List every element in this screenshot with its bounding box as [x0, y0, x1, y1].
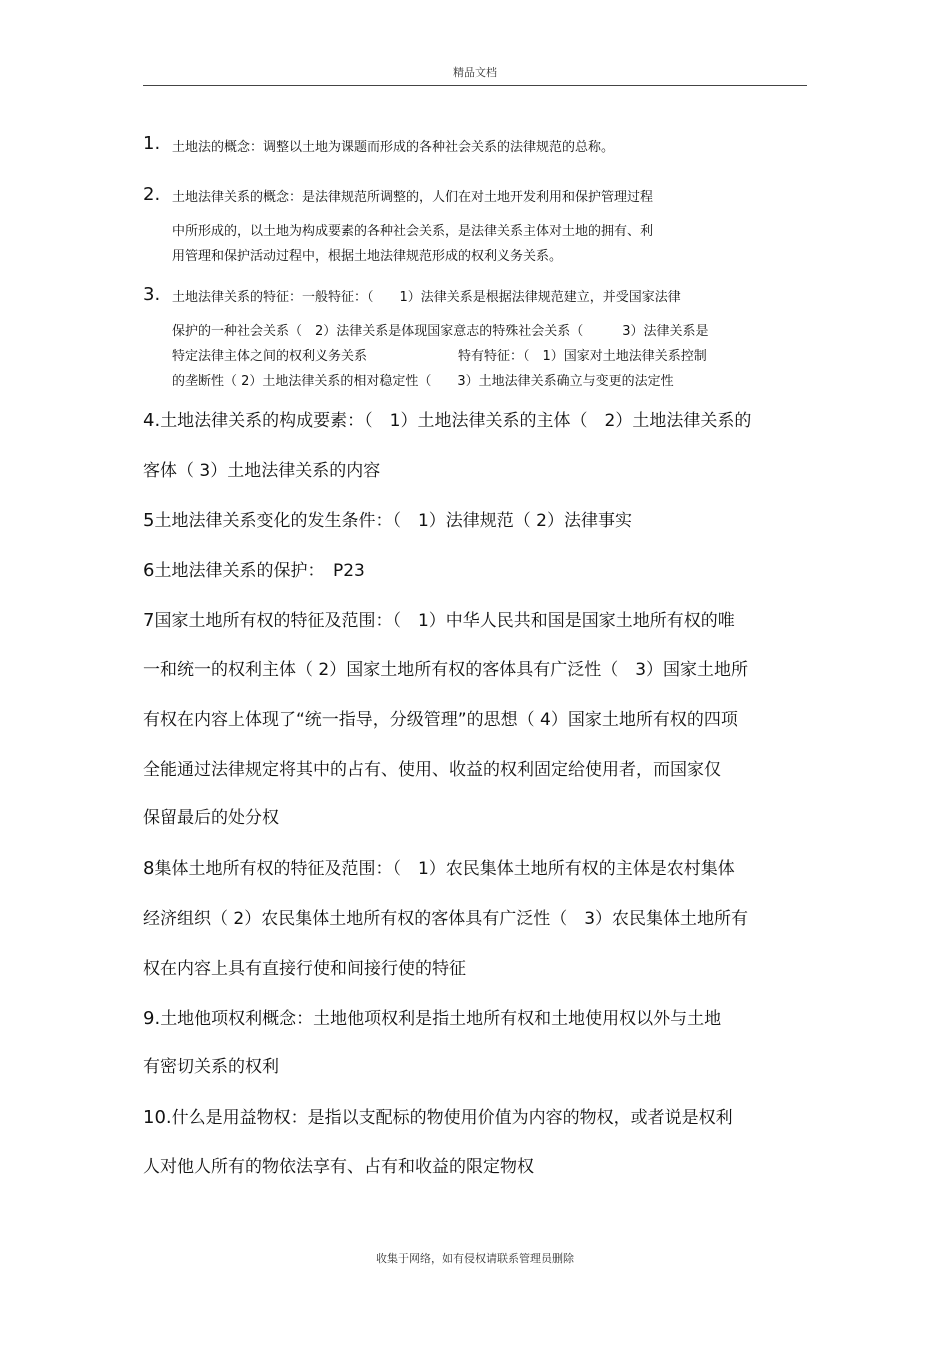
item-10-line-1 [143, 1103, 733, 1128]
item-3-line-1: 土地法律关系的特征：一般特征：（ 1）法律关系是根据法律规范建立，并受国家法律 [172, 290, 681, 305]
item-5-number: 5 [143, 510, 155, 531]
item-7-line-4: 全能通过法律规定将其中的占有、使用、收益的权利固定给使用者，而国家仅 [143, 760, 721, 780]
item-9-text: 土地他项权利概念：土地他项权利是指土地所有权和土地使用权以外与土地 [160, 1009, 722, 1029]
item-8-text: 集体土地所有权的特征及范围：（ 1）农民集体土地所有权的主体是农村集体 [154, 859, 735, 879]
item-10-number: 10. [143, 1107, 172, 1128]
item-2-line-3: 用管理和保护活动过程中，根据土地法律规范形成的权利义务关系。 [172, 249, 563, 264]
item-9-line-2: 有密切关系的权利 [143, 1057, 279, 1077]
item-4-line-1 [143, 406, 751, 431]
item-10-text: 什么是用益物权：是指以支配标的物使用价值为内容的物权，或者说是权利 [171, 1108, 733, 1128]
item-4-number: 4. [143, 410, 161, 431]
item-1-number: 1. [143, 133, 161, 154]
item-6-number: 6 [143, 560, 155, 581]
item-8-line-1 [143, 854, 735, 879]
item-8-line-2: 经济组织（ 2）农民集体土地所有权的客体具有广泛性（ 3）农民集体土地所有 [143, 909, 749, 929]
item-9-number: 9. [143, 1008, 161, 1029]
item-8-number: 8 [143, 858, 155, 879]
item-9-line-1 [143, 1004, 721, 1029]
item-2-line-1: 土地法律关系的概念：是法律规范所调整的，人们在对土地开发利用和保护管理过程 [172, 190, 654, 205]
item-3-line-2: 保护的一种社会关系（ 2）法律关系是体现国家意志的特殊社会关系（ 3）法律关系是 [172, 324, 709, 339]
item-3-number: 3. [143, 284, 161, 305]
item-7-line-5: 保留最后的处分权 [143, 808, 279, 828]
item-8-line-3: 权在内容上具有直接行使和间接行使的特征 [143, 959, 466, 979]
item-6-text: 土地法律关系的保护： P23 [154, 561, 365, 581]
item-7-line-2: 一和统一的权利主体（ 2）国家土地所有权的客体具有广泛性（ 3）国家土地所 [143, 660, 749, 680]
item-7-number: 7 [143, 610, 155, 631]
item-2-line-2: 中所形成的，以土地为构成要素的各种社会关系，是法律关系主体对土地的拥有、利 [172, 224, 654, 239]
item-10-line-2: 人对他人所有的物依法享有、占有和收益的限定物权 [143, 1157, 534, 1177]
item-4-line-2: 客体（ 3）土地法律关系的内容 [143, 461, 381, 481]
item-3-line-4: 的垄断性（ 2）土地法律关系的相对稳定性（ 3）土地法律关系确立与变更的法定性 [172, 374, 674, 389]
item-5-text: 土地法律关系变化的发生条件：（ 1）法律规范（ 2）法律事实 [154, 511, 632, 531]
item-7-text: 国家土地所有权的特征及范围：（ 1）中华人民共和国是国家土地所有权的唯 [154, 611, 735, 631]
item-4-text: 土地法律关系的构成要素：（ 1）土地法律关系的主体（ 2）土地法律关系的 [160, 411, 752, 431]
item-3-line-3: 特定法律主体之间的权利义务关系 特有特征：（ 1）国家对土地法律关系控制 [172, 349, 707, 364]
item-7-line-3: 有权在内容上体现了“统一指导，分级管理”的思想（ 4）国家土地所有权的四项 [143, 710, 738, 730]
page-footer: 收集于网络，如有侵权请联系管理员删除 [376, 1252, 574, 1265]
item-7-line-1 [143, 606, 735, 631]
page-header: 精品文档 [453, 66, 497, 79]
item-1-line-1: 土地法的概念：调整以土地为课题而形成的各种社会关系的法律规范的总称。 [172, 140, 615, 155]
item-2-number: 2. [143, 184, 161, 205]
item-6-line-1 [143, 556, 365, 581]
header-divider [143, 85, 807, 86]
item-5-line-1 [143, 506, 632, 531]
